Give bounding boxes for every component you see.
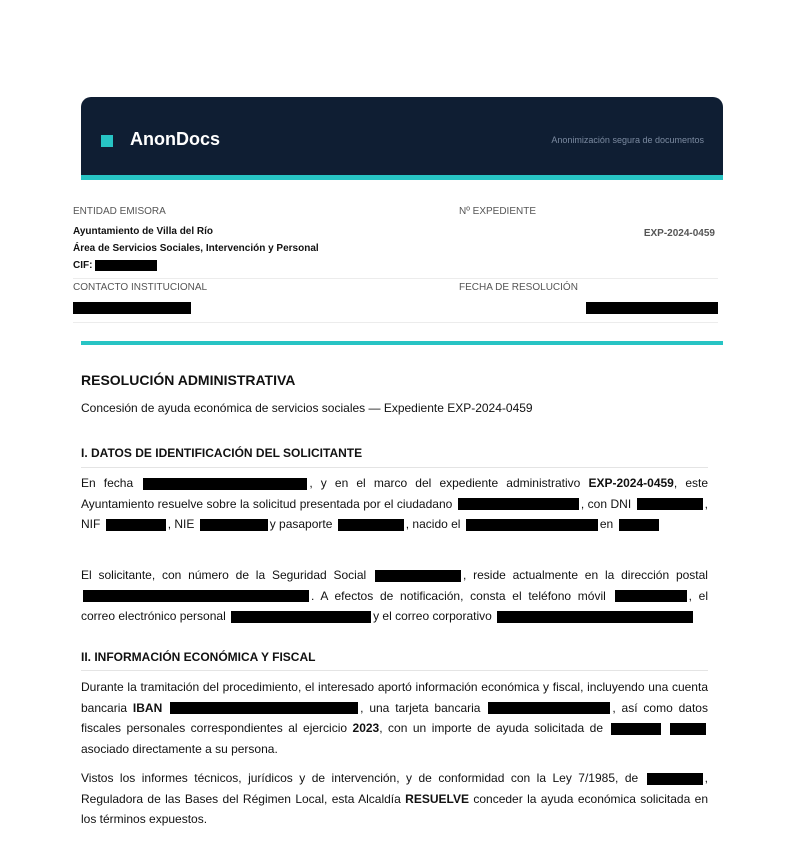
redaction-block xyxy=(170,702,358,714)
redaction-block xyxy=(466,519,598,531)
entity-cif xyxy=(73,257,319,274)
expediente-reference: EXP-2024-0459 xyxy=(588,476,674,490)
brand-name: AnonDocs xyxy=(130,129,220,149)
logo-square-icon xyxy=(101,135,113,147)
banner-accent-stripe xyxy=(81,175,723,180)
redaction-block xyxy=(637,498,703,510)
fiscal-year: 2023 xyxy=(352,721,380,735)
resuelve-keyword: RESUELVE xyxy=(405,791,469,806)
entity-department: Área de Servicios Sociales, Intervención y Personal xyxy=(73,243,319,254)
entity-name: Ayuntamiento de Villa del Río xyxy=(73,226,214,237)
redaction-block xyxy=(95,260,157,271)
redaction-block xyxy=(200,519,268,531)
redaction-block xyxy=(586,302,718,314)
redaction-block xyxy=(647,773,703,785)
cif-label: CIF: xyxy=(73,260,93,271)
meta-divider xyxy=(73,278,718,279)
entity-label: ENTIDAD EMISORA xyxy=(73,206,166,217)
redaction-block xyxy=(670,723,706,735)
paragraph: Durante la tramitación del procedimiento, el interesado aportó información económica y fiscal, incluyendo una cuenta bancaria IBAN , una tarjeta bancaria , así como datos fiscales personales correspondientes al ejercicio 2023, con un importe de ayuda solicitada de asociado directamente a su persona. xyxy=(81,680,708,756)
redaction-block xyxy=(488,702,610,714)
section-title: I. DATOS DE IDENTIFICACIÓN DEL SOLICITANTE xyxy=(81,446,363,460)
header-banner xyxy=(81,97,723,175)
redaction-block xyxy=(106,519,166,531)
redaction-block xyxy=(375,570,461,582)
redaction-block xyxy=(615,590,687,602)
redaction-block xyxy=(497,611,693,623)
contact-label: CONTACTO INSTITUCIONAL xyxy=(73,282,208,293)
redaction-block xyxy=(338,519,404,531)
section-title: II. INFORMACIÓN ECONÓMICA Y FISCAL xyxy=(81,650,316,664)
redaction-block xyxy=(458,498,579,510)
teal-rule xyxy=(81,341,723,345)
redaction-block xyxy=(73,302,191,314)
paragraph: Vistos los informes técnicos, jurídicos y de intervención, y de conformidad con la Ley 7/1985, de , Reguladora de las Bases del Régimen Local, esta Alcaldía RESUELVE conceder la ayuda económica solicitada en los términos expuestos. xyxy=(81,771,708,826)
section-divider xyxy=(81,670,708,671)
meta-divider xyxy=(73,322,718,323)
expediente-value: EXP-2024-0459 xyxy=(643,228,715,239)
date-label: FECHA DE RESOLUCIÓN xyxy=(459,282,578,293)
expediente-label: Nº EXPEDIENTE xyxy=(459,206,537,217)
brand-tagline: Anonimización segura de documentos xyxy=(551,135,704,145)
section-divider xyxy=(81,467,708,468)
redaction-block xyxy=(619,519,659,531)
document-subtitle: Concesión de ayuda económica de servicios sociales — Expediente EXP-2024-0459 xyxy=(81,401,533,415)
paragraph: El solicitante, con número de la Seguridad Social , reside actualmente en la dirección postal . A efectos de notificación, consta el teléfono móvil , el correo electrónico personal y el correo corporativo xyxy=(81,568,708,623)
entity-block xyxy=(73,223,319,274)
paragraph: En fecha , y en el marco del expediente administrativo EXP-2024-0459, este Ayuntamiento resuelve sobre la solicitud presentada por el ciudadano , con DNI , NIF , NIE y pasaporte , nacido el en xyxy=(81,476,709,531)
redaction-block xyxy=(231,611,371,623)
iban-label: IBAN xyxy=(132,700,163,715)
document-title: RESOLUCIÓN ADMINISTRATIVA xyxy=(81,372,296,388)
redaction-block xyxy=(83,590,309,602)
redaction-block xyxy=(611,723,661,735)
redaction-block xyxy=(143,478,307,490)
